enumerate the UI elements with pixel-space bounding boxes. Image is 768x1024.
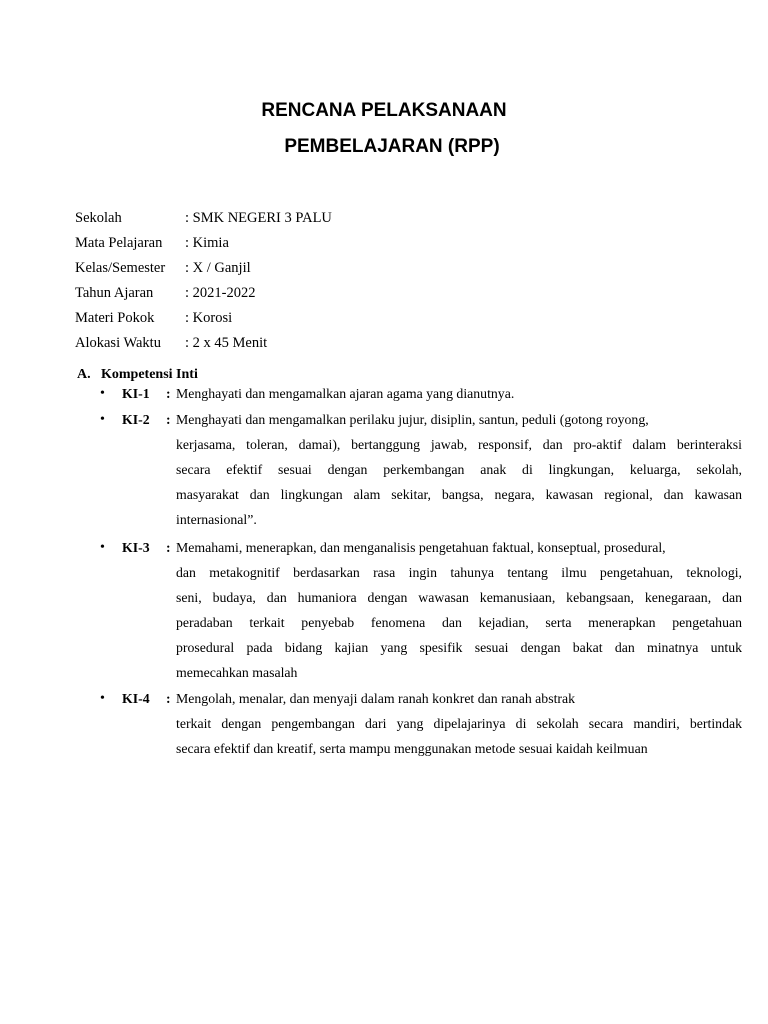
ki-line: masyarakat dan lingkungan alam sekitar, bangsa, negara, kawasan regional, dan kawasan bbox=[176, 487, 742, 502]
info-value: : X / Ganjil bbox=[185, 260, 251, 276]
info-label: Kelas/Semester bbox=[75, 260, 166, 276]
bullet-icon: • bbox=[100, 386, 105, 401]
ki-colon: : bbox=[166, 412, 171, 427]
ki-code: KI-4 bbox=[122, 691, 150, 706]
info-value: : Korosi bbox=[185, 310, 233, 326]
info-row-kelas-semester bbox=[75, 258, 332, 283]
ki-line: peradaban terkait penyebab fenomena dan kejadian, serta menerapkan pengetahuan bbox=[176, 615, 742, 630]
document-title-line-1: RENCANA PELAKSANAAN bbox=[261, 100, 507, 121]
section-letter: A. bbox=[77, 367, 91, 382]
ki-text bbox=[176, 407, 742, 532]
info-row-alokasi-waktu bbox=[75, 333, 332, 358]
info-row-tahun-ajaran bbox=[75, 283, 332, 308]
ki-line: secara efektif dan kreatif, serta mampu menggunakan metode sesuai kaidah keilmuan bbox=[176, 741, 648, 756]
ki-line: secara efektif sesuai dengan perkembangan anak di lingkungan, keluarga, sekolah, bbox=[176, 462, 742, 477]
ki-text bbox=[176, 686, 742, 761]
ki-line: Menghayati dan mengamalkan perilaku jujur, disiplin, santun, peduli (gotong royong, bbox=[176, 412, 649, 427]
identity-table bbox=[75, 208, 332, 358]
bullet-icon: • bbox=[100, 691, 105, 706]
ki-line: seni, budaya, dan humaniora dengan wawasan kemanusiaan, kebangsaan, kenegaraan, dan bbox=[176, 590, 742, 605]
ki-text bbox=[176, 535, 742, 685]
ki-line: internasional”. bbox=[176, 512, 257, 527]
info-value: : 2021-2022 bbox=[185, 285, 256, 301]
bullet-icon: • bbox=[100, 412, 105, 427]
ki-line: Mengolah, menalar, dan menyaji dalam ranah konkret dan ranah abstrak bbox=[176, 691, 576, 706]
ki-line: Memahami, menerapkan, dan menganalisis pengetahuan faktual, konseptual, prosedural, bbox=[176, 540, 666, 555]
bullet-icon: • bbox=[100, 540, 105, 555]
info-value: : 2 x 45 Menit bbox=[185, 335, 268, 351]
info-value: : SMK NEGERI 3 PALU bbox=[185, 210, 332, 226]
info-label: Tahun Ajaran bbox=[75, 285, 154, 301]
ki-line: memecahkan masalah bbox=[176, 665, 298, 680]
info-row-materi-pokok bbox=[75, 308, 332, 333]
ki-line: Menghayati dan mengamalkan ajaran agama yang dianutnya. bbox=[176, 386, 515, 401]
info-row-sekolah bbox=[75, 208, 332, 233]
ki-line: kerjasama, toleran, damai), bertanggung jawab, responsif, dan pro-aktif dalam berinteraksi bbox=[176, 437, 742, 452]
ki-code: KI-3 bbox=[122, 540, 150, 555]
ki-line: dan metakognitif berdasarkan rasa ingin tahunya tentang ilmu pengetahuan, teknologi, bbox=[176, 565, 742, 580]
info-row-mata-pelajaran bbox=[75, 233, 332, 258]
ki-text bbox=[176, 381, 742, 406]
section-title: Kompetensi Inti bbox=[101, 367, 198, 382]
info-label: Alokasi Waktu bbox=[75, 335, 161, 351]
info-label: Sekolah bbox=[75, 210, 122, 226]
ki-line: prosedural pada bidang kajian yang spesifik sesuai dengan bakat dan minatnya untuk bbox=[176, 640, 742, 655]
info-label: Materi Pokok bbox=[75, 310, 155, 326]
ki-code: KI-1 bbox=[122, 386, 150, 401]
info-value: : Kimia bbox=[185, 235, 229, 251]
ki-colon: : bbox=[166, 540, 171, 555]
info-label: Mata Pelajaran bbox=[75, 235, 163, 251]
ki-colon: : bbox=[166, 691, 171, 706]
ki-line: terkait dengan pengembangan dari yang dipelajarinya di sekolah secara mandiri, bertindak bbox=[176, 716, 742, 731]
ki-colon: : bbox=[166, 386, 171, 401]
ki-code: KI-2 bbox=[122, 412, 150, 427]
document-title-line-2: PEMBELAJARAN (RPP) bbox=[284, 136, 500, 157]
